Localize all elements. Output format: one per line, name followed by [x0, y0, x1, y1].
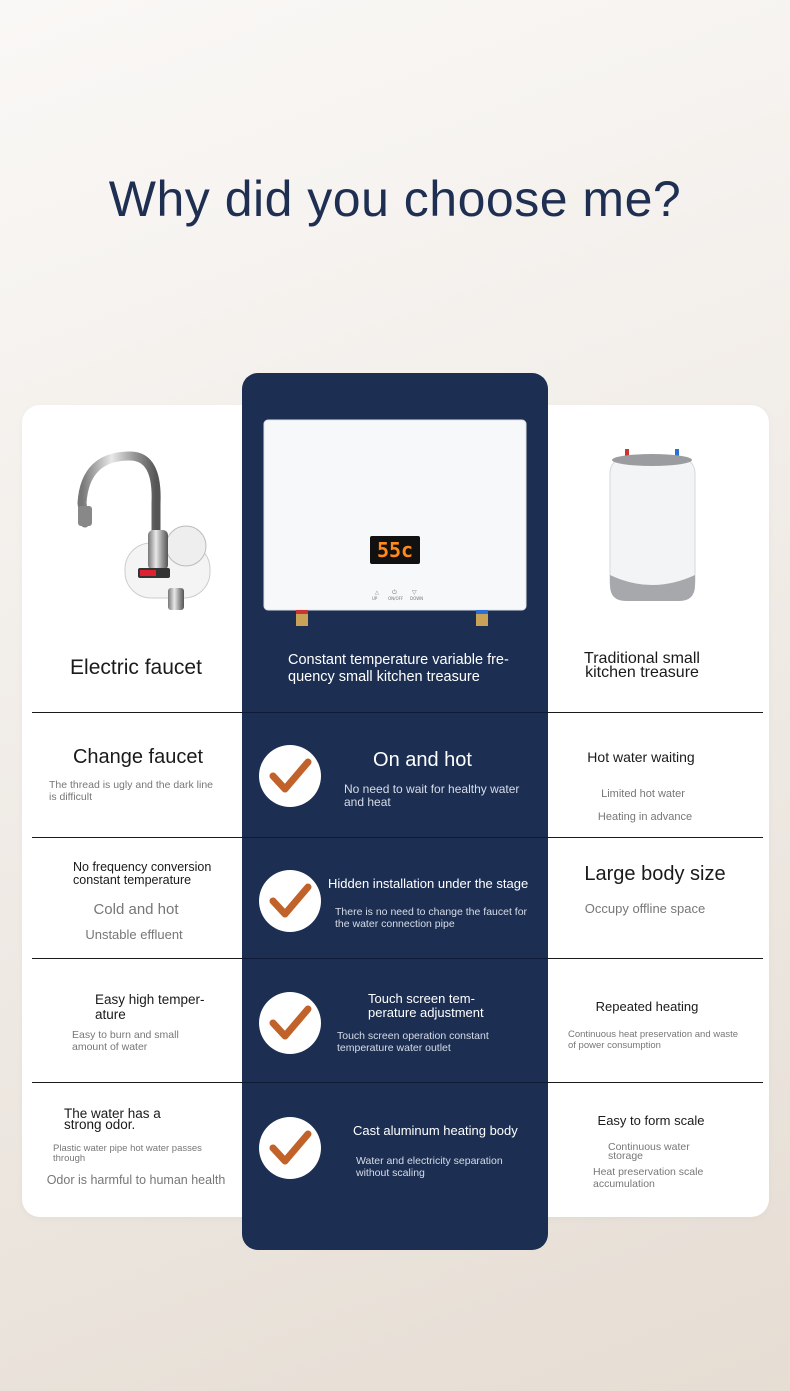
- svg-text:ON/OFF: ON/OFF: [388, 596, 404, 601]
- left-heading: No frequency conversion constant temperature: [73, 860, 212, 887]
- instant-water-heater-icon: [262, 418, 530, 630]
- left-line: Odor is harmful to human health: [46, 1173, 226, 1187]
- right-heading: Large body size: [584, 863, 726, 885]
- check-icon: [259, 870, 321, 932]
- right-line: Occupy offline space: [584, 901, 706, 916]
- left-heading: Change faucet: [72, 746, 204, 768]
- center-heading: Hidden installation under the stage: [328, 876, 529, 891]
- column-name-center: Constant temperature variable fre- quency small kitchen treasure: [288, 652, 509, 685]
- right-line: Heating in advance: [597, 811, 693, 823]
- right-heading: Repeated heating: [595, 999, 699, 1014]
- tank-water-heater-icon: [605, 445, 700, 605]
- left-line: Easy to burn and small amount of water: [72, 1029, 179, 1053]
- left-line: Unstable effluent: [85, 927, 183, 942]
- left-line: Plastic water pipe hot water passes through: [53, 1143, 202, 1164]
- page-title: Why did you choose me?: [108, 171, 682, 227]
- svg-text:▽: ▽: [412, 589, 417, 596]
- check-icon: [259, 1117, 321, 1179]
- right-line: Limited hot water: [601, 788, 685, 800]
- center-heading: On and hot: [373, 749, 472, 771]
- left-line: The thread is ugly and the dark line is difficult: [49, 779, 214, 803]
- center-heading: Touch screen tem- perature adjustment: [368, 991, 484, 1020]
- divider: [548, 958, 763, 959]
- svg-text:DOWN: DOWN: [410, 596, 424, 601]
- center-desc: There is no need to change the faucet for the water connection pipe: [335, 906, 528, 930]
- column-name-left: Electric faucet: [70, 656, 202, 679]
- display-value: 55c: [376, 538, 414, 562]
- divider: [32, 958, 242, 959]
- electric-faucet-icon: [70, 448, 220, 618]
- divider: [32, 1082, 242, 1083]
- svg-text:△: △: [375, 590, 379, 596]
- center-desc: Touch screen operation constant temperature water outlet: [337, 1030, 489, 1054]
- divider: [32, 837, 242, 838]
- divider: [242, 837, 548, 838]
- divider: [548, 1082, 763, 1083]
- left-line: Cold and hot: [93, 901, 179, 918]
- center-desc: No need to wait for healthy water and heat: [344, 782, 520, 809]
- divider: [242, 1082, 548, 1083]
- left-heading: The water has a strong odor.: [64, 1106, 161, 1132]
- center-heading: Cast aluminum heating body: [353, 1123, 518, 1138]
- divider: [548, 712, 763, 713]
- svg-text:UP: UP: [372, 596, 378, 601]
- left-heading: Easy high temper- ature: [95, 992, 205, 1022]
- divider: [242, 712, 548, 713]
- right-line: Continuous water storage: [608, 1141, 690, 1162]
- check-icon: [259, 992, 321, 1054]
- divider: [32, 712, 242, 713]
- svg-text:⏻: ⏻: [392, 589, 397, 596]
- center-desc: Water and electricity separation without scaling: [356, 1155, 503, 1179]
- check-icon: [259, 745, 321, 807]
- column-name-right: Traditional small kitchen treasure: [584, 650, 700, 681]
- right-line: Heat preservation scale accumulation: [593, 1166, 704, 1190]
- divider: [548, 837, 763, 838]
- right-heading: Hot water waiting: [587, 749, 695, 765]
- right-heading: Easy to form scale: [597, 1113, 705, 1128]
- right-line: Continuous heat preservation and waste of power consumption: [568, 1029, 739, 1051]
- divider: [242, 958, 548, 959]
